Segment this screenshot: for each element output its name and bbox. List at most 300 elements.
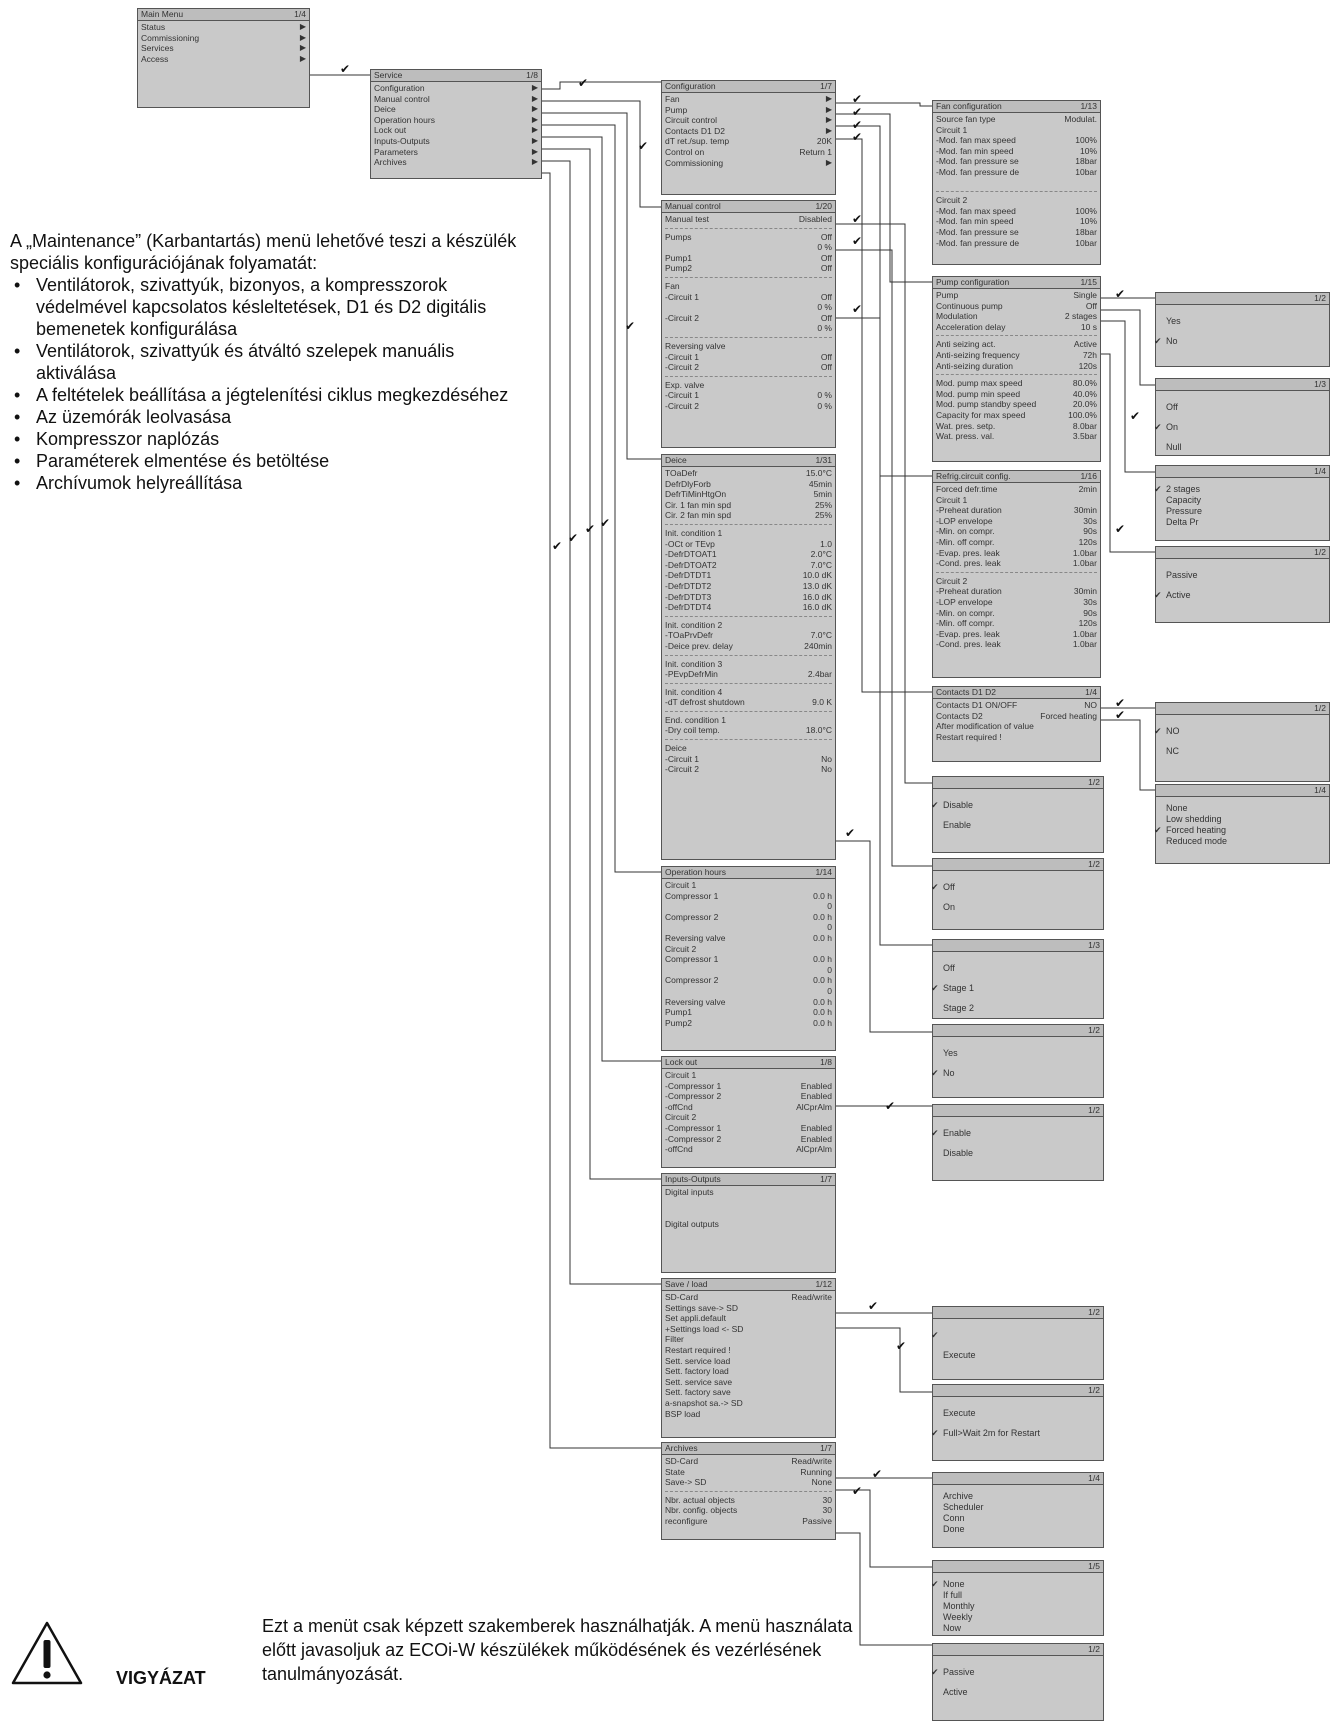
option-item[interactable] [931, 877, 1093, 897]
option-item[interactable] [943, 1682, 1093, 1702]
row-label: Contacts D2 [936, 710, 983, 721]
menu-row[interactable] [665, 1456, 832, 1467]
menu-row[interactable] [141, 22, 306, 33]
option-item[interactable] [1154, 417, 1319, 437]
option-popup [932, 1104, 1104, 1181]
menu-row[interactable] [936, 339, 1097, 350]
menu-row[interactable] [665, 1409, 832, 1420]
arrow-right-icon: ▶ [531, 93, 538, 103]
screen-rows [662, 467, 835, 776]
menu-row[interactable] [936, 301, 1097, 312]
menu-row[interactable] [936, 608, 1097, 619]
row-label: Continuous pump [936, 300, 1003, 311]
menu-row[interactable] [936, 350, 1097, 361]
row-value [828, 1356, 832, 1367]
menu-row[interactable] [936, 618, 1097, 629]
menu-row[interactable] [936, 135, 1097, 146]
menu-row[interactable] [665, 922, 832, 933]
menu-row[interactable] [665, 1292, 832, 1303]
option-label: Stage 1 [943, 983, 975, 993]
menu-row[interactable] [936, 629, 1097, 640]
row-label: -Circuit 1 [665, 753, 700, 764]
row-label: SD-Card [665, 1456, 699, 1466]
menu-row[interactable] [936, 576, 1097, 587]
menu-row[interactable] [936, 711, 1097, 722]
row-value [828, 1070, 832, 1081]
popup-header [933, 940, 1103, 952]
row-label: Contacts D1 D2 [665, 125, 725, 136]
menu-row[interactable] [936, 178, 1097, 189]
row-label: -PEvpDefrMin [665, 669, 718, 680]
row-value: Off [820, 252, 832, 263]
menu-row[interactable] [374, 104, 538, 115]
menu-row[interactable] [665, 687, 832, 698]
check-icon: ✔ [868, 1299, 879, 1313]
popup-page-indicator: 1/2 [1088, 1105, 1100, 1115]
row-label: Deice [665, 743, 687, 754]
menu-row[interactable] [665, 263, 832, 274]
option-item[interactable] [931, 1662, 1093, 1682]
menu-row[interactable] [665, 232, 832, 243]
menu-row[interactable] [665, 362, 832, 373]
row-label: -Deice prev. delay [665, 640, 733, 651]
menu-row[interactable] [665, 592, 832, 603]
option-item[interactable] [943, 1524, 1093, 1535]
menu-row[interactable] [665, 313, 832, 324]
option-label: Off [1166, 402, 1178, 412]
option-label: NO [1166, 726, 1180, 736]
screen-title: Lock out [665, 1057, 698, 1067]
menu-row[interactable] [665, 754, 832, 765]
check-icon: ✔ [1154, 825, 1162, 835]
warning-icon [10, 1620, 84, 1686]
menu-row[interactable] [665, 944, 832, 955]
menu-row[interactable] [665, 1187, 832, 1198]
menu-row[interactable] [936, 421, 1097, 432]
row-label: Pump2 [665, 263, 692, 274]
menu-row[interactable] [665, 500, 832, 511]
option-item[interactable] [931, 1063, 1093, 1083]
menu-row[interactable] [665, 242, 832, 253]
option-item[interactable] [1166, 506, 1319, 517]
separator [665, 616, 832, 617]
row-value: 0.0 h [813, 996, 832, 1007]
arrow-right-icon: ▶ [825, 115, 832, 125]
menu-row[interactable] [665, 901, 832, 912]
menu-row[interactable] [665, 1303, 832, 1314]
row-value: Enabled [800, 1122, 832, 1133]
menu-row[interactable] [665, 468, 832, 479]
popup-page-indicator: 1/2 [1314, 547, 1326, 557]
row-label: Sett. factory load [665, 1366, 729, 1377]
row-value: 40.0% [1072, 388, 1097, 399]
option-item[interactable] [943, 1143, 1093, 1163]
menu-row[interactable] [665, 1091, 832, 1102]
menu-row[interactable] [665, 126, 832, 137]
option-popup [932, 1560, 1104, 1636]
check-icon: ✔ [931, 1128, 939, 1138]
menu-row[interactable] [665, 94, 832, 105]
option-label: Pressure [1166, 506, 1203, 516]
row-value [828, 743, 832, 754]
menu-row[interactable] [936, 526, 1097, 537]
menu-row[interactable] [665, 630, 832, 641]
option-item[interactable] [931, 1325, 1093, 1345]
row-label: -Min. on compr. [936, 607, 995, 618]
popup-header [1156, 785, 1329, 797]
menu-row[interactable] [936, 721, 1097, 732]
menu-row[interactable] [665, 1377, 832, 1388]
option-item[interactable] [1166, 741, 1319, 761]
menu-row[interactable] [665, 510, 832, 521]
menu-row[interactable] [665, 965, 832, 976]
menu-row[interactable] [665, 764, 832, 775]
row-value [828, 944, 832, 955]
arrow-right-icon: ▶ [299, 32, 306, 42]
row-value [828, 1409, 832, 1420]
menu-row[interactable] [374, 83, 538, 94]
option-item[interactable] [943, 1612, 1093, 1623]
row-label: Commissioning [665, 157, 724, 168]
row-value [828, 1377, 832, 1388]
menu-row[interactable] [665, 115, 832, 126]
row-value: 120s [1078, 536, 1097, 547]
row-label: -Circuit 1 [665, 291, 700, 302]
option-item[interactable] [1166, 803, 1319, 814]
option-popup [932, 776, 1104, 853]
menu-row[interactable] [665, 1505, 832, 1516]
menu-row[interactable] [665, 581, 832, 592]
menu-row[interactable] [936, 311, 1097, 322]
separator [665, 376, 832, 377]
menu-row[interactable] [665, 560, 832, 571]
option-item[interactable] [1154, 825, 1319, 836]
menu-row[interactable] [665, 1123, 832, 1134]
option-item[interactable] [1166, 437, 1319, 457]
row-value: Read/write [791, 1292, 832, 1302]
option-label: Enable [943, 1128, 972, 1138]
option-item[interactable] [1154, 585, 1319, 605]
service-screen [370, 69, 542, 179]
menu-row[interactable] [665, 880, 832, 891]
option-item[interactable] [1166, 836, 1319, 847]
option-label: Reduced mode [1166, 836, 1228, 846]
row-value [828, 715, 832, 726]
menu-row[interactable] [936, 290, 1097, 301]
option-item[interactable] [943, 998, 1093, 1018]
option-item[interactable] [943, 1590, 1093, 1601]
menu-row[interactable] [665, 323, 832, 334]
option-item[interactable] [943, 1043, 1093, 1063]
row-label: Wat. press. val. [936, 431, 995, 442]
menu-row[interactable] [141, 54, 306, 65]
option-popup [932, 1384, 1104, 1461]
check-icon: ✔ [568, 531, 579, 545]
option-item[interactable] [943, 1502, 1093, 1513]
intro-paragraph: A „Maintenance” (Karbantartás) menü lehetővé teszi a készülék speciális konfigurációjának folyamatát: [10, 231, 517, 273]
option-item[interactable] [1166, 311, 1319, 331]
menu-row[interactable] [936, 195, 1097, 206]
menu-row[interactable] [665, 352, 832, 363]
row-label: -Cond. pres. leak [936, 639, 1001, 650]
intro-bullet: • Ventilátorok, szivattyúk és átváltó szelepek manuális aktiválása [10, 340, 530, 384]
option-item[interactable] [931, 978, 1093, 998]
menu-row[interactable] [665, 602, 832, 613]
menu-row[interactable] [936, 700, 1097, 711]
option-item[interactable] [931, 795, 1093, 815]
menu-row[interactable] [141, 33, 306, 44]
row-value: 0 % [817, 400, 832, 411]
menu-row[interactable] [936, 399, 1097, 410]
option-item[interactable] [1166, 814, 1319, 825]
menu-row[interactable] [665, 158, 832, 169]
row-label: Init. condition 4 [665, 686, 723, 697]
menu-row[interactable] [374, 115, 538, 126]
menu-row[interactable] [936, 114, 1097, 125]
menu-row[interactable] [936, 505, 1097, 516]
option-item[interactable] [943, 1491, 1093, 1502]
menu-row[interactable] [141, 43, 306, 54]
row-value: 8.0bar [1072, 420, 1097, 431]
row-value [828, 1366, 832, 1377]
menu-row[interactable] [665, 105, 832, 116]
menu-row[interactable] [374, 136, 538, 147]
menu-row[interactable] [665, 570, 832, 581]
row-value [1093, 721, 1097, 732]
menu-row[interactable] [665, 1070, 832, 1081]
menu-row[interactable] [936, 167, 1097, 178]
row-value: 10bar [1075, 237, 1097, 248]
option-item[interactable] [1166, 517, 1319, 528]
menu-row[interactable] [665, 489, 832, 500]
check-icon: ✔ [852, 105, 863, 119]
menu-row[interactable] [936, 361, 1097, 372]
popup-page-indicator: 1/2 [1088, 1644, 1100, 1654]
screen-header [933, 471, 1100, 483]
menu-row[interactable] [665, 997, 832, 1008]
menu-row[interactable] [665, 1324, 832, 1335]
menu-row[interactable] [936, 125, 1097, 136]
menu-row[interactable] [936, 495, 1097, 506]
menu-row[interactable] [665, 1081, 832, 1092]
menu-row[interactable] [665, 528, 832, 539]
menu-row[interactable] [665, 341, 832, 352]
menu-row[interactable] [936, 484, 1097, 495]
row-label: Pump [665, 104, 688, 115]
check-icon: ✔ [1115, 708, 1126, 722]
menu-row[interactable] [374, 147, 538, 158]
menu-row[interactable] [665, 891, 832, 902]
check-icon: ✔ [1154, 726, 1162, 736]
menu-row[interactable] [665, 214, 832, 225]
menu-row[interactable] [665, 253, 832, 264]
row-value: 30s [1083, 596, 1097, 607]
menu-row[interactable] [936, 516, 1097, 527]
menu-row[interactable] [665, 1334, 832, 1345]
row-label: Digital inputs [665, 1187, 714, 1197]
option-item[interactable] [931, 1579, 1093, 1590]
menu-row[interactable] [936, 558, 1097, 569]
menu-row[interactable] [665, 1516, 832, 1527]
menu-row[interactable] [936, 537, 1097, 548]
check-placeholder [931, 1612, 943, 1623]
menu-row[interactable] [665, 147, 832, 158]
check-icon: ✔ [578, 76, 589, 90]
menu-row[interactable] [936, 410, 1097, 421]
menu-row[interactable] [665, 281, 832, 292]
menu-row[interactable] [665, 292, 832, 303]
row-label: -TOaPrvDefr [665, 630, 714, 641]
menu-row[interactable] [936, 227, 1097, 238]
row-value: Off [820, 312, 832, 323]
menu-row[interactable] [665, 743, 832, 754]
menu-row[interactable] [936, 548, 1097, 559]
menu-row[interactable] [936, 732, 1097, 743]
menu-row[interactable] [665, 669, 832, 680]
screen-rows [662, 1291, 835, 1420]
option-label: NC [1166, 746, 1179, 756]
screen-rows [933, 699, 1100, 743]
row-value: AlCprAlm [796, 1144, 832, 1155]
menu-row[interactable] [665, 986, 832, 997]
menu-row[interactable] [665, 1208, 832, 1219]
menu-row[interactable] [665, 975, 832, 986]
menu-row[interactable] [936, 597, 1097, 608]
row-label: Save-> SD [665, 1477, 707, 1488]
option-item[interactable] [943, 815, 1093, 835]
option-label: Archive [943, 1491, 974, 1501]
option-item[interactable] [943, 1345, 1093, 1365]
menu-row[interactable] [665, 390, 832, 401]
menu-row[interactable] [936, 206, 1097, 217]
menu-row[interactable] [374, 94, 538, 105]
row-value: 0.0 h [813, 954, 832, 965]
menu-row[interactable] [665, 549, 832, 560]
fan-configuration-screen [932, 100, 1101, 265]
menu-row[interactable] [665, 1356, 832, 1367]
option-popup [1155, 784, 1330, 864]
menu-row[interactable] [665, 659, 832, 670]
popup-header [1156, 379, 1329, 391]
menu-row[interactable] [665, 1366, 832, 1377]
option-item[interactable] [1166, 397, 1319, 417]
row-value [828, 880, 832, 891]
check-placeholder [1154, 565, 1166, 585]
row-value: No [821, 753, 832, 764]
menu-row[interactable] [665, 1313, 832, 1324]
menu-row[interactable] [665, 401, 832, 412]
menu-row[interactable] [665, 539, 832, 550]
menu-row[interactable] [374, 125, 538, 136]
menu-row[interactable] [665, 954, 832, 965]
menu-row[interactable] [665, 1018, 832, 1029]
option-item[interactable] [1166, 565, 1319, 585]
menu-row[interactable] [665, 302, 832, 313]
menu-row[interactable] [665, 380, 832, 391]
menu-row[interactable] [936, 586, 1097, 597]
row-value: 15.0°C [805, 468, 832, 478]
option-item[interactable] [1154, 721, 1319, 741]
menu-row[interactable] [936, 146, 1097, 157]
option-popup [1155, 378, 1330, 456]
row-value: 45min [808, 478, 832, 489]
option-item[interactable] [943, 1403, 1093, 1423]
menu-row[interactable] [665, 1007, 832, 1018]
popup-page-indicator: 1/4 [1314, 785, 1326, 795]
menu-row[interactable] [665, 1345, 832, 1356]
menu-row[interactable] [665, 1477, 832, 1488]
menu-row[interactable] [665, 933, 832, 944]
row-label: Compressor 2 [665, 911, 719, 922]
menu-row[interactable] [936, 389, 1097, 400]
option-item[interactable] [1166, 495, 1319, 506]
row-label: -Mod. fan pressure de [936, 237, 1020, 248]
menu-row[interactable] [936, 238, 1097, 249]
menu-row[interactable] [665, 1144, 832, 1155]
menu-row[interactable] [665, 715, 832, 726]
option-item[interactable] [1154, 484, 1319, 495]
menu-row[interactable] [936, 156, 1097, 167]
option-item[interactable] [943, 1513, 1093, 1524]
screen-page-indicator: 1/7 [820, 1443, 832, 1453]
menu-row[interactable] [665, 136, 832, 147]
menu-row[interactable] [665, 1387, 832, 1398]
menu-row[interactable] [665, 1495, 832, 1506]
menu-row[interactable] [936, 639, 1097, 650]
row-value: 10bar [1075, 166, 1097, 177]
row-value [828, 687, 832, 698]
option-item[interactable] [943, 1623, 1093, 1634]
row-value [828, 1345, 832, 1356]
menu-row[interactable] [665, 725, 832, 736]
menu-row[interactable] [374, 157, 538, 168]
menu-row[interactable] [936, 431, 1097, 442]
check-icon: ✔ [1115, 522, 1126, 536]
menu-row[interactable] [665, 1467, 832, 1478]
option-item[interactable] [1154, 331, 1319, 351]
popup-options [1156, 797, 1329, 853]
row-value [1093, 495, 1097, 506]
option-item[interactable] [931, 1123, 1093, 1143]
row-label: -Compressor 2 [665, 1133, 722, 1144]
menu-row[interactable] [665, 1398, 832, 1409]
menu-row[interactable] [936, 216, 1097, 227]
popup-header [1156, 547, 1329, 559]
menu-row[interactable] [936, 378, 1097, 389]
menu-row[interactable] [665, 912, 832, 923]
screen-rows [662, 879, 835, 1029]
arrow-right-icon: ▶ [531, 104, 538, 114]
option-item[interactable] [931, 1423, 1093, 1443]
menu-row[interactable] [665, 1112, 832, 1123]
menu-row[interactable] [665, 641, 832, 652]
separator [936, 191, 1097, 192]
menu-row[interactable] [665, 1102, 832, 1113]
menu-row[interactable] [665, 479, 832, 490]
manual-control-screen [661, 200, 836, 448]
menu-row[interactable] [665, 1134, 832, 1145]
row-label: Access [141, 53, 169, 64]
menu-row[interactable] [665, 620, 832, 631]
option-item[interactable] [943, 897, 1093, 917]
option-item[interactable] [943, 958, 1093, 978]
menu-row[interactable] [665, 1198, 832, 1209]
option-item[interactable] [943, 1601, 1093, 1612]
menu-row[interactable] [665, 1219, 832, 1230]
popup-header [1156, 466, 1329, 478]
menu-row[interactable] [665, 697, 832, 708]
menu-row[interactable] [936, 322, 1097, 333]
